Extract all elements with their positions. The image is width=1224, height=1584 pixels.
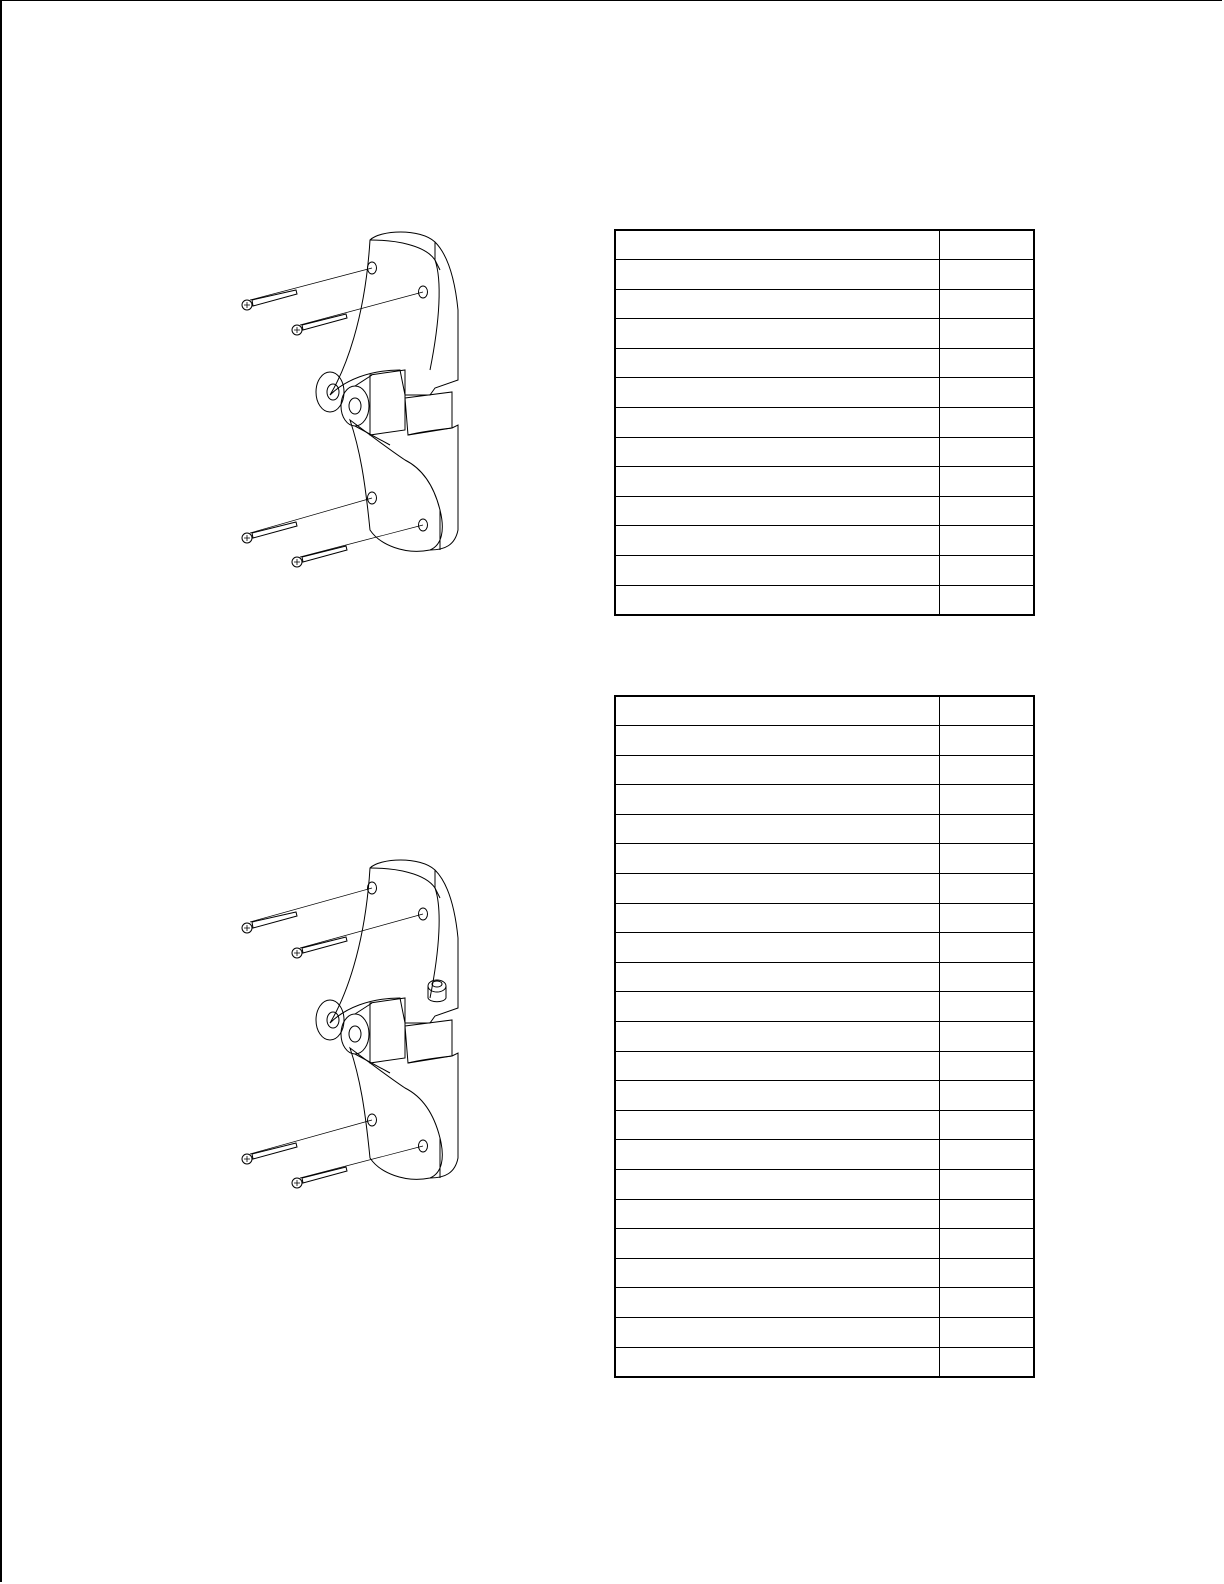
part-description-cell (615, 260, 939, 290)
part-quantity-cell (939, 992, 1034, 1022)
table-row (615, 726, 1034, 756)
part-quantity-cell (939, 348, 1034, 378)
parts-table-2 (614, 695, 1035, 1378)
part-description-cell (615, 1288, 939, 1318)
table-row (615, 696, 1034, 726)
part-quantity-cell (939, 785, 1034, 815)
table-row (615, 962, 1034, 992)
part-quantity-cell (939, 903, 1034, 933)
part-description-cell (615, 230, 939, 260)
part-quantity-cell (939, 1317, 1034, 1347)
table-row (615, 437, 1034, 467)
part-description-cell (615, 585, 939, 615)
table-row (615, 319, 1034, 349)
part-description-cell (615, 526, 939, 556)
part-quantity-cell (939, 844, 1034, 874)
table-row (615, 874, 1034, 904)
part-quantity-cell (939, 962, 1034, 992)
table-row (615, 903, 1034, 933)
table-row (615, 844, 1034, 874)
table-row (615, 230, 1034, 260)
part-description-cell (615, 992, 939, 1022)
part-description-cell (615, 408, 939, 438)
table-row (615, 556, 1034, 586)
part-quantity-cell (939, 1347, 1034, 1377)
part-description-cell (615, 844, 939, 874)
part-description-cell (615, 814, 939, 844)
part-description-cell (615, 1110, 939, 1140)
part-description-cell (615, 933, 939, 963)
part-quantity-cell (939, 319, 1034, 349)
table-row (615, 348, 1034, 378)
part-description-cell (615, 726, 939, 756)
part-quantity-cell (939, 696, 1034, 726)
part-quantity-cell (939, 467, 1034, 497)
table-row (615, 467, 1034, 497)
hinge-bracket-exploded-icon (230, 220, 480, 580)
part-quantity-cell (939, 289, 1034, 319)
part-quantity-cell (939, 260, 1034, 290)
part-quantity-cell (939, 1110, 1034, 1140)
parts-table-1 (614, 229, 1035, 616)
table-row (615, 408, 1034, 438)
part-quantity-cell (939, 1229, 1034, 1259)
part-description-cell (615, 467, 939, 497)
part-quantity-cell (939, 1170, 1034, 1200)
table-row (615, 785, 1034, 815)
table-row (615, 1199, 1034, 1229)
part-description-cell (615, 903, 939, 933)
part-quantity-cell (939, 1022, 1034, 1052)
table-row (615, 1347, 1034, 1377)
part-quantity-cell (939, 526, 1034, 556)
part-description-cell (615, 755, 939, 785)
table-row (615, 1081, 1034, 1111)
part-description-cell (615, 496, 939, 526)
part-quantity-cell (939, 1051, 1034, 1081)
table-row (615, 585, 1034, 615)
part-quantity-cell (939, 556, 1034, 586)
table-row (615, 992, 1034, 1022)
part-description-cell (615, 319, 939, 349)
part-description-cell (615, 1022, 939, 1052)
part-quantity-cell (939, 585, 1034, 615)
table-row (615, 496, 1034, 526)
part-description-cell (615, 1229, 939, 1259)
part-quantity-cell (939, 1288, 1034, 1318)
part-quantity-cell (939, 230, 1034, 260)
part-description-cell (615, 1347, 939, 1377)
part-quantity-cell (939, 378, 1034, 408)
part-description-cell (615, 962, 939, 992)
part-description-cell (615, 1051, 939, 1081)
part-description-cell (615, 1081, 939, 1111)
part-description-cell (615, 1317, 939, 1347)
part-quantity-cell (939, 1081, 1034, 1111)
part-quantity-cell (939, 1258, 1034, 1288)
table-row (615, 526, 1034, 556)
part-description-cell (615, 1199, 939, 1229)
table-row (615, 1051, 1034, 1081)
part-description-cell (615, 874, 939, 904)
table-row (615, 1258, 1034, 1288)
table-row (615, 814, 1034, 844)
part-quantity-cell (939, 496, 1034, 526)
part-description-cell (615, 1170, 939, 1200)
part-description-cell (615, 437, 939, 467)
hinge-bracket-with-stop-pin-exploded-icon (230, 848, 480, 1208)
part-description-cell (615, 378, 939, 408)
part-quantity-cell (939, 814, 1034, 844)
part-description-cell (615, 696, 939, 726)
table-row (615, 378, 1034, 408)
part-quantity-cell (939, 1199, 1034, 1229)
table-row (615, 933, 1034, 963)
part-quantity-cell (939, 408, 1034, 438)
part-quantity-cell (939, 726, 1034, 756)
table-row (615, 1317, 1034, 1347)
table-row (615, 1288, 1034, 1318)
part-description-cell (615, 556, 939, 586)
table-row (615, 755, 1034, 785)
part-quantity-cell (939, 874, 1034, 904)
table-row (615, 1170, 1034, 1200)
table-row (615, 289, 1034, 319)
part-description-cell (615, 348, 939, 378)
part-quantity-cell (939, 755, 1034, 785)
part-description-cell (615, 289, 939, 319)
part-description-cell (615, 1140, 939, 1170)
part-quantity-cell (939, 437, 1034, 467)
table-row (615, 260, 1034, 290)
part-description-cell (615, 1258, 939, 1288)
table-row (615, 1110, 1034, 1140)
part-quantity-cell (939, 933, 1034, 963)
table-row (615, 1140, 1034, 1170)
part-description-cell (615, 785, 939, 815)
table-row (615, 1022, 1034, 1052)
part-quantity-cell (939, 1140, 1034, 1170)
table-row (615, 1229, 1034, 1259)
